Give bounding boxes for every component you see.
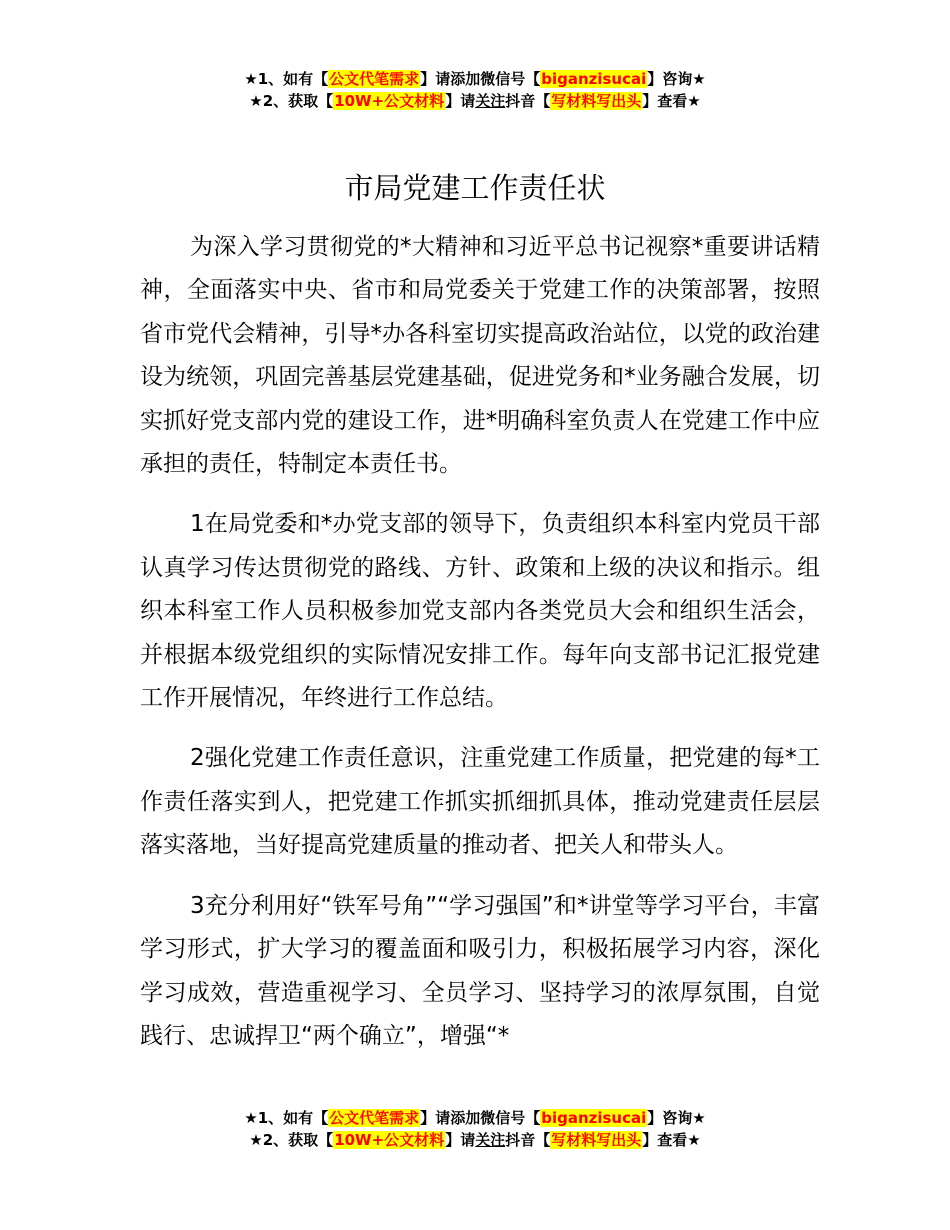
banner-text: ★1、如有【 (244, 70, 329, 88)
paragraph-item-3: 3充分利用好“铁军号角”“学习强国”和*讲堂等学习平台，丰富学习形式，扩大学习的覆盖面和吸引力，积极拓展学习内容，深化学习成效，营造重视学习、全员学习、坚持学习的浓厚氛围，自觉践行、忠诚捍卫“两个确立”，增强“* (140, 892, 820, 1049)
banner-text: 】请添加微信号【 (420, 70, 541, 88)
banner-text: 】咨询★ (647, 70, 706, 88)
banner-highlight: 写材料写出头 (551, 1131, 642, 1149)
banner-text: 抖音【 (505, 1131, 551, 1149)
header-banner (0, 68, 950, 112)
banner-text: 】请添加微信号【 (420, 1109, 541, 1127)
document-title: 市局党建工作责任状 (344, 171, 606, 205)
paragraph-item-1: 1在局党委和*办党支部的领导下，负责组织本科室内党员干部认真学习传达贯彻党的路线、方针、政策和上级的决议和指示。组织本科室工作人员积极参加党支部内各类党员大会和组织生活会，并根据本级党组织的实际情况安排工作。每年向支部书记汇报党建工作开展情况，年终进行工作总结。 (140, 511, 820, 712)
banner-underlined-text: 关注 (475, 1131, 506, 1149)
banner-text: 】请 (445, 92, 476, 110)
paragraph-item-2: 2强化党建工作责任意识，注重党建工作质量，把党建的每*工作责任落实到人，把党建工作抓实抓细抓具体，推动党建责任层层落实落地，当好提高党建质量的推动者、把关人和带头人。 (140, 745, 820, 859)
footer-banner (0, 1107, 950, 1151)
banner-highlight: 写材料写出头 (551, 92, 642, 110)
banner-line-2 (0, 1129, 950, 1151)
banner-text: ★1、如有【 (244, 1109, 329, 1127)
banner-text: ★2、获取【 (249, 1131, 334, 1149)
banner-highlight: 10W+公文材料 (334, 1131, 445, 1149)
wechat-id-highlight: biganzisucai (541, 70, 647, 88)
banner-highlight: 10W+公文材料 (334, 92, 445, 110)
paragraph-intro: 为深入学习贯彻党的*大精神和习近平总书记视察*重要讲话精神，全面落实中央、省市和局党委关于党建工作的决策部署，按照省市党代会精神，引导*办各科室切实提高政治站位，以党的政治建设为统领，巩固完善基层党建基础，促进党务和*业务融合发展，切实抓好党支部内党的建设工作，进*明确科室负责人在党建工作中应承担的责任，特制定本责任书。 (140, 234, 820, 478)
banner-text: ★2、获取【 (249, 92, 334, 110)
banner-text: 】咨询★ (647, 1109, 706, 1127)
wechat-id-highlight: biganzisucai (541, 1109, 647, 1127)
document-body (140, 226, 820, 1075)
banner-text: 抖音【 (505, 92, 551, 110)
banner-text: 】请 (445, 1131, 476, 1149)
banner-highlight: 公文代笔需求 (329, 70, 420, 88)
banner-line-1 (0, 68, 950, 90)
banner-text: 】查看★ (642, 92, 701, 110)
banner-line-1 (0, 1107, 950, 1129)
banner-line-2 (0, 90, 950, 112)
banner-highlight: 公文代笔需求 (329, 1109, 420, 1127)
banner-text: 】查看★ (642, 1131, 701, 1149)
banner-underlined-text: 关注 (475, 92, 506, 110)
